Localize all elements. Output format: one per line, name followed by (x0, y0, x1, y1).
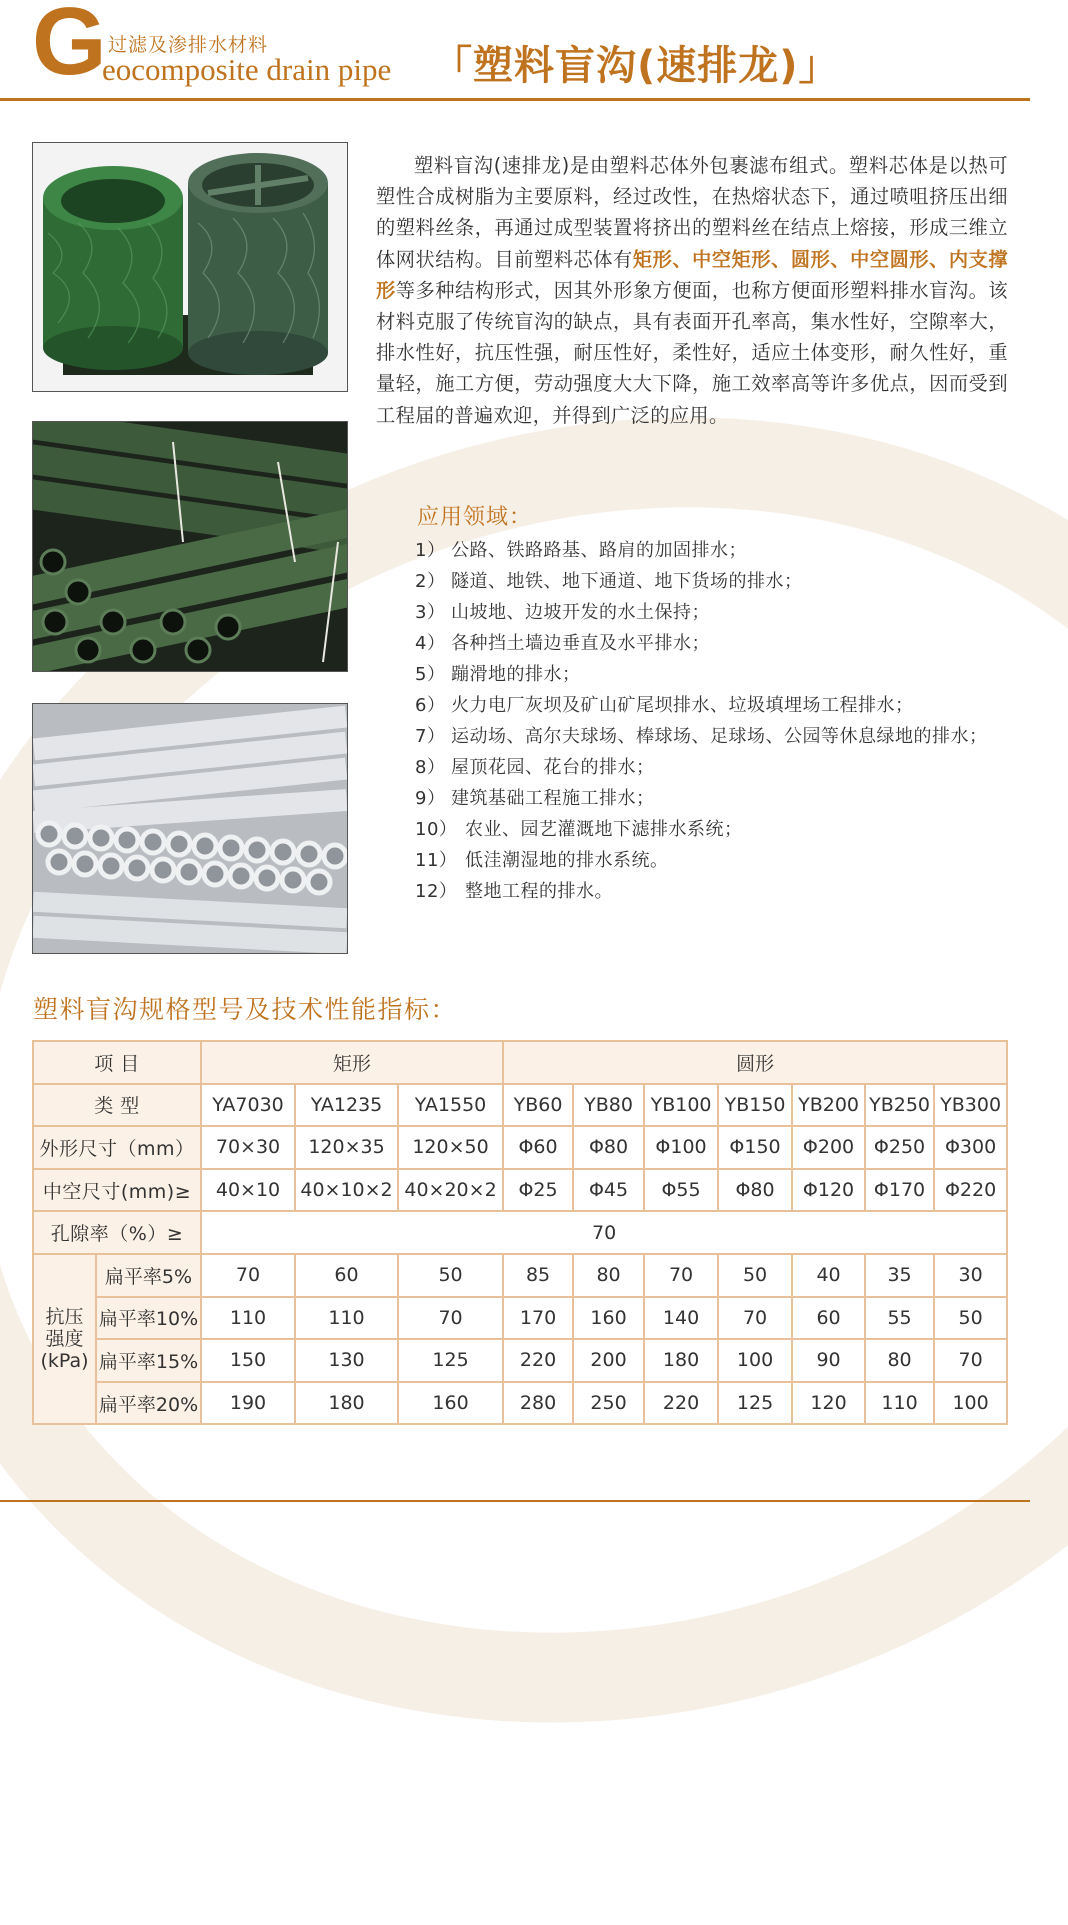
intro-paragraph (376, 150, 1008, 431)
list-item (415, 721, 1025, 752)
table-cell: 80 (865, 1339, 934, 1382)
list-item (415, 752, 1025, 783)
table-cell: 50 (398, 1254, 503, 1297)
table-cell: Φ170 (865, 1169, 934, 1212)
header-divider (0, 98, 1030, 101)
table-cell: Φ80 (573, 1126, 644, 1169)
list-item (415, 597, 1025, 628)
table-cell: Φ100 (644, 1126, 718, 1169)
table-cell: Φ220 (934, 1169, 1007, 1212)
table-cell: Φ60 (503, 1126, 573, 1169)
group-rect-header: 矩形 (201, 1041, 503, 1084)
table-cell: 120×35 (295, 1126, 398, 1169)
table-cell: 40×20×2 (398, 1169, 503, 1212)
table-cell: 220 (644, 1382, 718, 1425)
table-cell: 130 (295, 1339, 398, 1382)
list-item (415, 845, 1025, 876)
intro-highlight: 矩形、中空矩形、圆形、中空圆形、内支撑形 (376, 247, 1008, 302)
spec-table (32, 1040, 1008, 1425)
flat5-label: 扁平率5% (96, 1254, 201, 1297)
list-item-number: 5） (415, 664, 446, 685)
table-cell: 190 (201, 1382, 295, 1425)
list-item-text: 整地工程的排水。 (465, 881, 613, 902)
table-cell: Φ25 (503, 1169, 573, 1212)
table-cell: 55 (865, 1297, 934, 1340)
flat15-label: 扁平率15% (96, 1339, 201, 1382)
table-cell: 140 (644, 1297, 718, 1340)
table-cell: YB150 (718, 1084, 792, 1127)
list-item (415, 814, 1025, 845)
list-item (415, 690, 1025, 721)
table-cell: 40 (792, 1254, 865, 1297)
strength-label-line2: 强度 (45, 1328, 84, 1351)
table-cell: Φ120 (792, 1169, 865, 1212)
group-round-header: 圆形 (503, 1041, 1007, 1084)
table-cell: 70 (398, 1297, 503, 1340)
table-cell: 170 (503, 1297, 573, 1340)
table-cell: YA1550 (398, 1084, 503, 1127)
table-cell: 85 (503, 1254, 573, 1297)
list-item-text: 低洼潮湿地的排水系统。 (465, 850, 669, 871)
table-row (33, 1169, 1007, 1212)
table-cell: 80 (573, 1254, 644, 1297)
list-item (415, 783, 1025, 814)
table-cell: 60 (295, 1254, 398, 1297)
list-item-number: 8） (415, 757, 446, 778)
strength-label (33, 1254, 96, 1424)
list-item-number: 7） (415, 726, 446, 747)
table-cell: 70 (644, 1254, 718, 1297)
list-item-text: 屋顶花园、花台的排水； (451, 757, 655, 778)
table-cell: 125 (718, 1382, 792, 1425)
table-cell: 110 (865, 1382, 934, 1425)
strength-label-line3: (kPa) (40, 1350, 89, 1373)
list-item (415, 628, 1025, 659)
page-title: 「塑料盲沟(速排龙)」 (432, 43, 840, 89)
page-header (0, 0, 1068, 100)
list-item-number: 12） (415, 881, 458, 902)
table-row (33, 1041, 1007, 1084)
list-item-number: 10） (415, 819, 458, 840)
table-cell: 220 (503, 1339, 573, 1382)
table-cell: 40×10×2 (295, 1169, 398, 1212)
strength-label-line1: 抗压 (45, 1306, 84, 1329)
table-cell: 120×50 (398, 1126, 503, 1169)
table-row (33, 1254, 1007, 1297)
flat10-label: 扁平率10% (96, 1297, 201, 1340)
table-cell: Φ300 (934, 1126, 1007, 1169)
table-cell: YA7030 (201, 1084, 295, 1127)
table-cell: 125 (398, 1339, 503, 1382)
table-cell: Φ45 (573, 1169, 644, 1212)
table-cell: 180 (644, 1339, 718, 1382)
table-cell: 200 (573, 1339, 644, 1382)
list-item (415, 535, 1025, 566)
table-cell: 120 (792, 1382, 865, 1425)
table-cell: 150 (201, 1339, 295, 1382)
table-cell: YB100 (644, 1084, 718, 1127)
table-cell: 100 (934, 1382, 1007, 1425)
table-cell: 90 (792, 1339, 865, 1382)
product-photo-stacked-green (32, 421, 348, 672)
table-cell: 70×30 (201, 1126, 295, 1169)
list-item-number: 4） (415, 633, 446, 654)
logo-letter: G (32, 0, 107, 95)
table-cell: 160 (573, 1297, 644, 1340)
intro-text-b: 等多种结构形式，因其外形象方便面，也称方便面形塑料排水盲沟。该材料克服了传统盲沟的缺点，具有表面开孔率高，集水性好，空隙率大，排水性好，抗压性强，耐压性好，柔性好，适应土体变形，耐久性好，重量轻，施工方便，劳动强度大大下降，施工效率高等许多优点，因而受到工程届的普遍欢迎，并得到广泛的应用。 (376, 278, 1008, 427)
table-cell: Φ250 (865, 1126, 934, 1169)
list-item-text: 蹦滑地的排水； (451, 664, 581, 685)
table-cell: Φ55 (644, 1169, 718, 1212)
list-item (415, 659, 1025, 690)
table-row (33, 1339, 1007, 1382)
table-row (33, 1211, 1007, 1254)
list-item-number: 11） (415, 850, 458, 871)
table-row (33, 1382, 1007, 1425)
list-item (415, 566, 1025, 597)
product-photo-stacked-white (32, 703, 348, 954)
list-item-number: 2） (415, 571, 446, 592)
list-item-text: 公路、铁路路基、路肩的加固排水； (451, 540, 747, 561)
table-cell: Φ200 (792, 1126, 865, 1169)
table-cell: 50 (934, 1297, 1007, 1340)
intro-text-a: 塑料盲沟(速排龙)是由塑料芯体外包裹滤布组式。塑料芯体是以热可塑性合成树脂为主要原料，经过改性，在热熔状态下，通过喷咀挤压出细的塑料丝条，再通过成型装置将挤出的塑料丝在结点上熔接，形成三维立体网状结构。目前塑料芯体有 (376, 154, 1008, 271)
list-item-text: 农业、园艺灌溉地下滤排水系统； (465, 819, 743, 840)
spec-title: 塑料盲沟规格型号及技术性能指标： (33, 995, 458, 1024)
porosity-label: 孔隙率（%）≥ (33, 1211, 201, 1254)
table-cell: YB250 (865, 1084, 934, 1127)
list-item (415, 876, 1025, 907)
english-title: eocomposite drain pipe (102, 52, 392, 87)
list-item-text: 火力电厂灰坝及矿山矿尾坝排水、垃圾填埋场工程排水； (451, 695, 914, 716)
list-item-number: 6） (415, 695, 446, 716)
table-cell: 160 (398, 1382, 503, 1425)
product-photo-rolls (32, 142, 348, 392)
table-cell: YB60 (503, 1084, 573, 1127)
outer-size-label: 外形尺寸（mm） (33, 1126, 201, 1169)
table-cell: 250 (573, 1382, 644, 1425)
flat20-label: 扁平率20% (96, 1382, 201, 1425)
applications-title: 应用领域： (417, 505, 533, 530)
item-header: 项 目 (33, 1041, 201, 1084)
list-item-text: 建筑基础工程施工排水； (451, 788, 655, 809)
table-cell: YB300 (934, 1084, 1007, 1127)
table-cell: 30 (934, 1254, 1007, 1297)
category-title: 过滤及渗排水材料 (108, 34, 269, 56)
porosity-value: 70 (201, 1211, 1007, 1254)
table-cell: 180 (295, 1382, 398, 1425)
table-cell: Φ150 (718, 1126, 792, 1169)
table-cell: 35 (865, 1254, 934, 1297)
table-cell: YA1235 (295, 1084, 398, 1127)
list-item-text: 山坡地、边坡开发的水土保持； (451, 602, 710, 623)
table-row (33, 1084, 1007, 1127)
list-item-text: 隧道、地铁、地下通道、地下货场的排水； (451, 571, 803, 592)
table-cell: 70 (934, 1339, 1007, 1382)
applications-list (415, 535, 1025, 907)
table-cell: 100 (718, 1339, 792, 1382)
table-cell: YB80 (573, 1084, 644, 1127)
table-row (33, 1126, 1007, 1169)
table-cell: 40×10 (201, 1169, 295, 1212)
footer-divider (0, 1500, 1030, 1502)
table-cell: 70 (201, 1254, 295, 1297)
table-cell: 110 (201, 1297, 295, 1340)
list-item-text: 各种挡土墙边垂直及水平排水； (451, 633, 710, 654)
table-cell: 70 (718, 1297, 792, 1340)
list-item-number: 3） (415, 602, 446, 623)
table-cell: 280 (503, 1382, 573, 1425)
list-item-number: 1） (415, 540, 446, 561)
list-item-number: 9） (415, 788, 446, 809)
table-cell: 110 (295, 1297, 398, 1340)
table-cell: Φ80 (718, 1169, 792, 1212)
table-row (33, 1297, 1007, 1340)
table-cell: YB200 (792, 1084, 865, 1127)
table-cell: 50 (718, 1254, 792, 1297)
list-item-text: 运动场、高尔夫球场、棒球场、足球场、公园等休息绿地的排水； (451, 726, 988, 747)
type-label: 类 型 (33, 1084, 201, 1127)
hollow-size-label: 中空尺寸(mm)≥ (33, 1169, 201, 1212)
table-cell: 60 (792, 1297, 865, 1340)
